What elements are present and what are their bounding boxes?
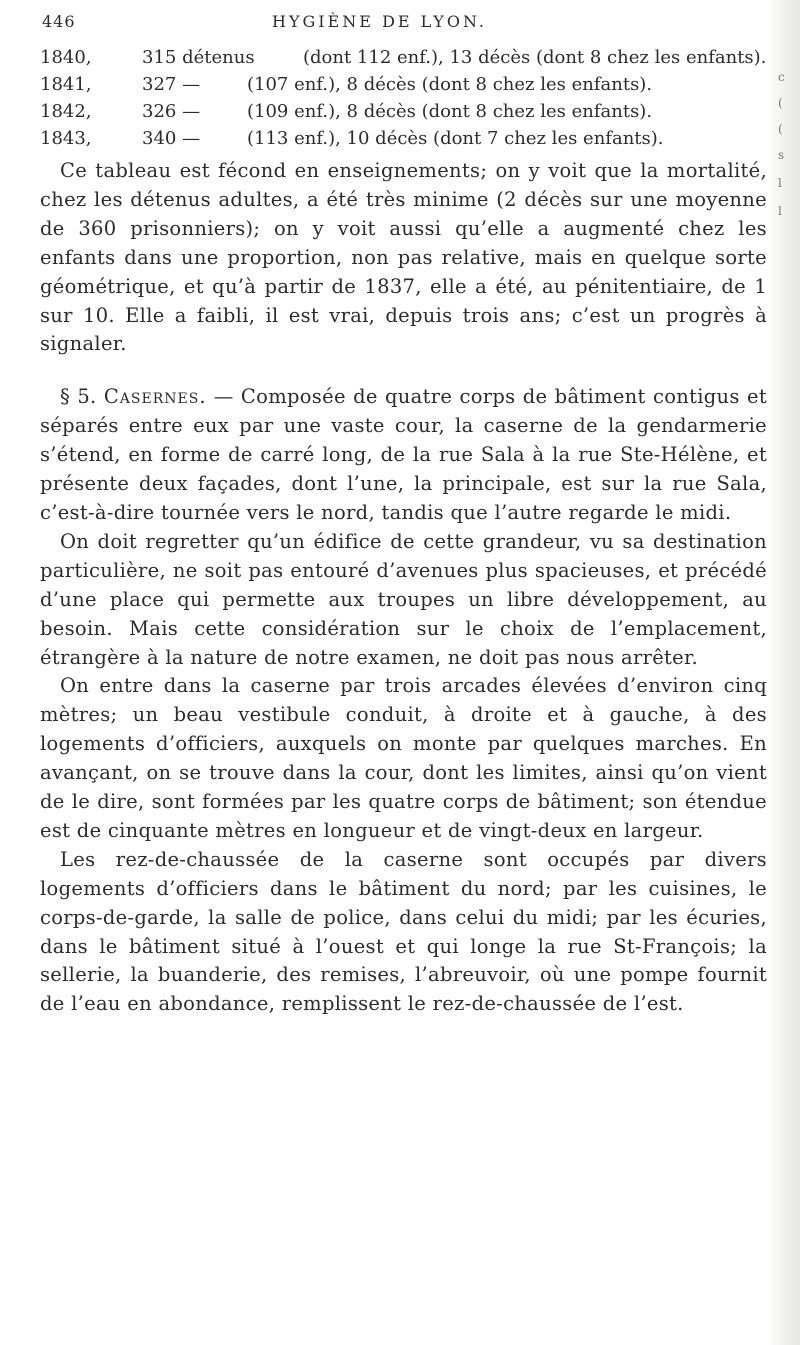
- paragraph-location: On doit regretter qu’un édifice de cette grandeur, vu sa destination particulière, ne soit pas entouré d’avenues plus spacieuses, et précédé d’une place qui permette aux troupes un libre développement, au besoin. Mais cette considération sur le choix de l’emplacement, étrangère à la nature de notre examen, ne doit pas nous arrêter.: [40, 529, 767, 669]
- section-title: Casernes.: [103, 385, 207, 409]
- adjacent-page-edge: [768, 0, 800, 1345]
- stat-year: 1843,: [40, 128, 92, 149]
- stat-year: 1841,: [40, 74, 92, 95]
- paragraph-section-casernes: [40, 383, 767, 528]
- stat-details: (dont 112 enf.), 13 décès (dont 8 chez les enfants).: [303, 47, 767, 68]
- margin-fragment: l: [778, 204, 782, 218]
- margin-fragment: l: [778, 176, 782, 190]
- stat-row: [40, 98, 770, 125]
- statistics-table: [40, 44, 770, 152]
- stat-details: (113 enf.), 10 décès (dont 7 chez les enfants).: [247, 128, 664, 149]
- margin-fragment: s: [778, 148, 785, 162]
- stat-detainees: 326 —: [142, 101, 201, 122]
- stat-detainees: 340 —: [142, 128, 201, 149]
- paragraph-table-commentary: Ce tableau est fécond en enseignements; on y voit que la mortalité, chez les détenus adultes, a été très minime (2 décès sur une moyenne de 360 prisonniers); on y voit aussi qu’elle a augmenté chez les enfants dans une proportion, non pas relative, mais en quelque sorte géométrique, et qu’à partir de 1837, elle a été, au pénitentiaire, de 1 sur 10. Elle a faibli, il est vrai, depuis trois ans; c’est un progrès à signaler.: [40, 159, 767, 356]
- paragraph-ground-floor: Les rez-de-chaussée de la caserne sont occupés par divers logements d’officiers dans le bâtiment du nord; par les cuisines, le corps-de-garde, la salle de police, dans celui du midi; par les écuries, dans le bâtiment situé à l’ouest et qui longe la rue St-François; la sellerie, la buanderie, des remises, l’abreuvoir, où une pompe fournit de l’eau en abondance, remplissent le rez-de-chaussée de l’est.: [40, 847, 767, 1016]
- stat-detainees: 327 —: [142, 74, 201, 95]
- margin-fragment: (: [778, 122, 783, 136]
- stat-row: [40, 125, 770, 152]
- section-intro-text: — Composée de quatre corps de bâtiment contigus et séparés entre eux par une vaste cour, la caserne de la gendarmerie s’étend, en forme de carré long, de la rue Sala à la rue Ste-Hélène, et présente deux façades, dont l’une, la principale, est sur la rue Sala, c’est-à-dire tournée vers le nord, tandis que l’autre regarde le midi.: [40, 385, 767, 524]
- stat-details: (107 enf.), 8 décès (dont 8 chez les enfants).: [247, 74, 653, 95]
- stat-row: [40, 44, 770, 71]
- stat-row: [40, 71, 770, 98]
- body-text: [40, 157, 767, 1019]
- stat-year: 1840,: [40, 47, 92, 68]
- section-number: § 5.: [60, 385, 97, 409]
- page-number: 446: [42, 12, 76, 31]
- stat-details: (109 enf.), 8 décès (dont 8 chez les enfants).: [247, 101, 653, 122]
- margin-fragment: (: [778, 96, 783, 110]
- stat-year: 1842,: [40, 101, 92, 122]
- running-header: [42, 12, 762, 38]
- running-title: HYGIÈNE DE LYON.: [272, 12, 487, 31]
- stat-detainees: 315 détenus: [142, 47, 255, 68]
- paragraph-entrance: On entre dans la caserne par trois arcades élevées d’environ cinq mètres; un beau vestibule conduit, à droite et à gauche, à des logements d’officiers, auxquels on monte par quelques marches. En avançant, on se trouve dans la cour, dont les limites, ainsi qu’on vient de le dire, sont formées par les quatre corps de bâtiment; son étendue est de cinquante mètres en longueur et de vingt-deux en largeur.: [40, 674, 767, 842]
- margin-fragment: c: [778, 70, 785, 84]
